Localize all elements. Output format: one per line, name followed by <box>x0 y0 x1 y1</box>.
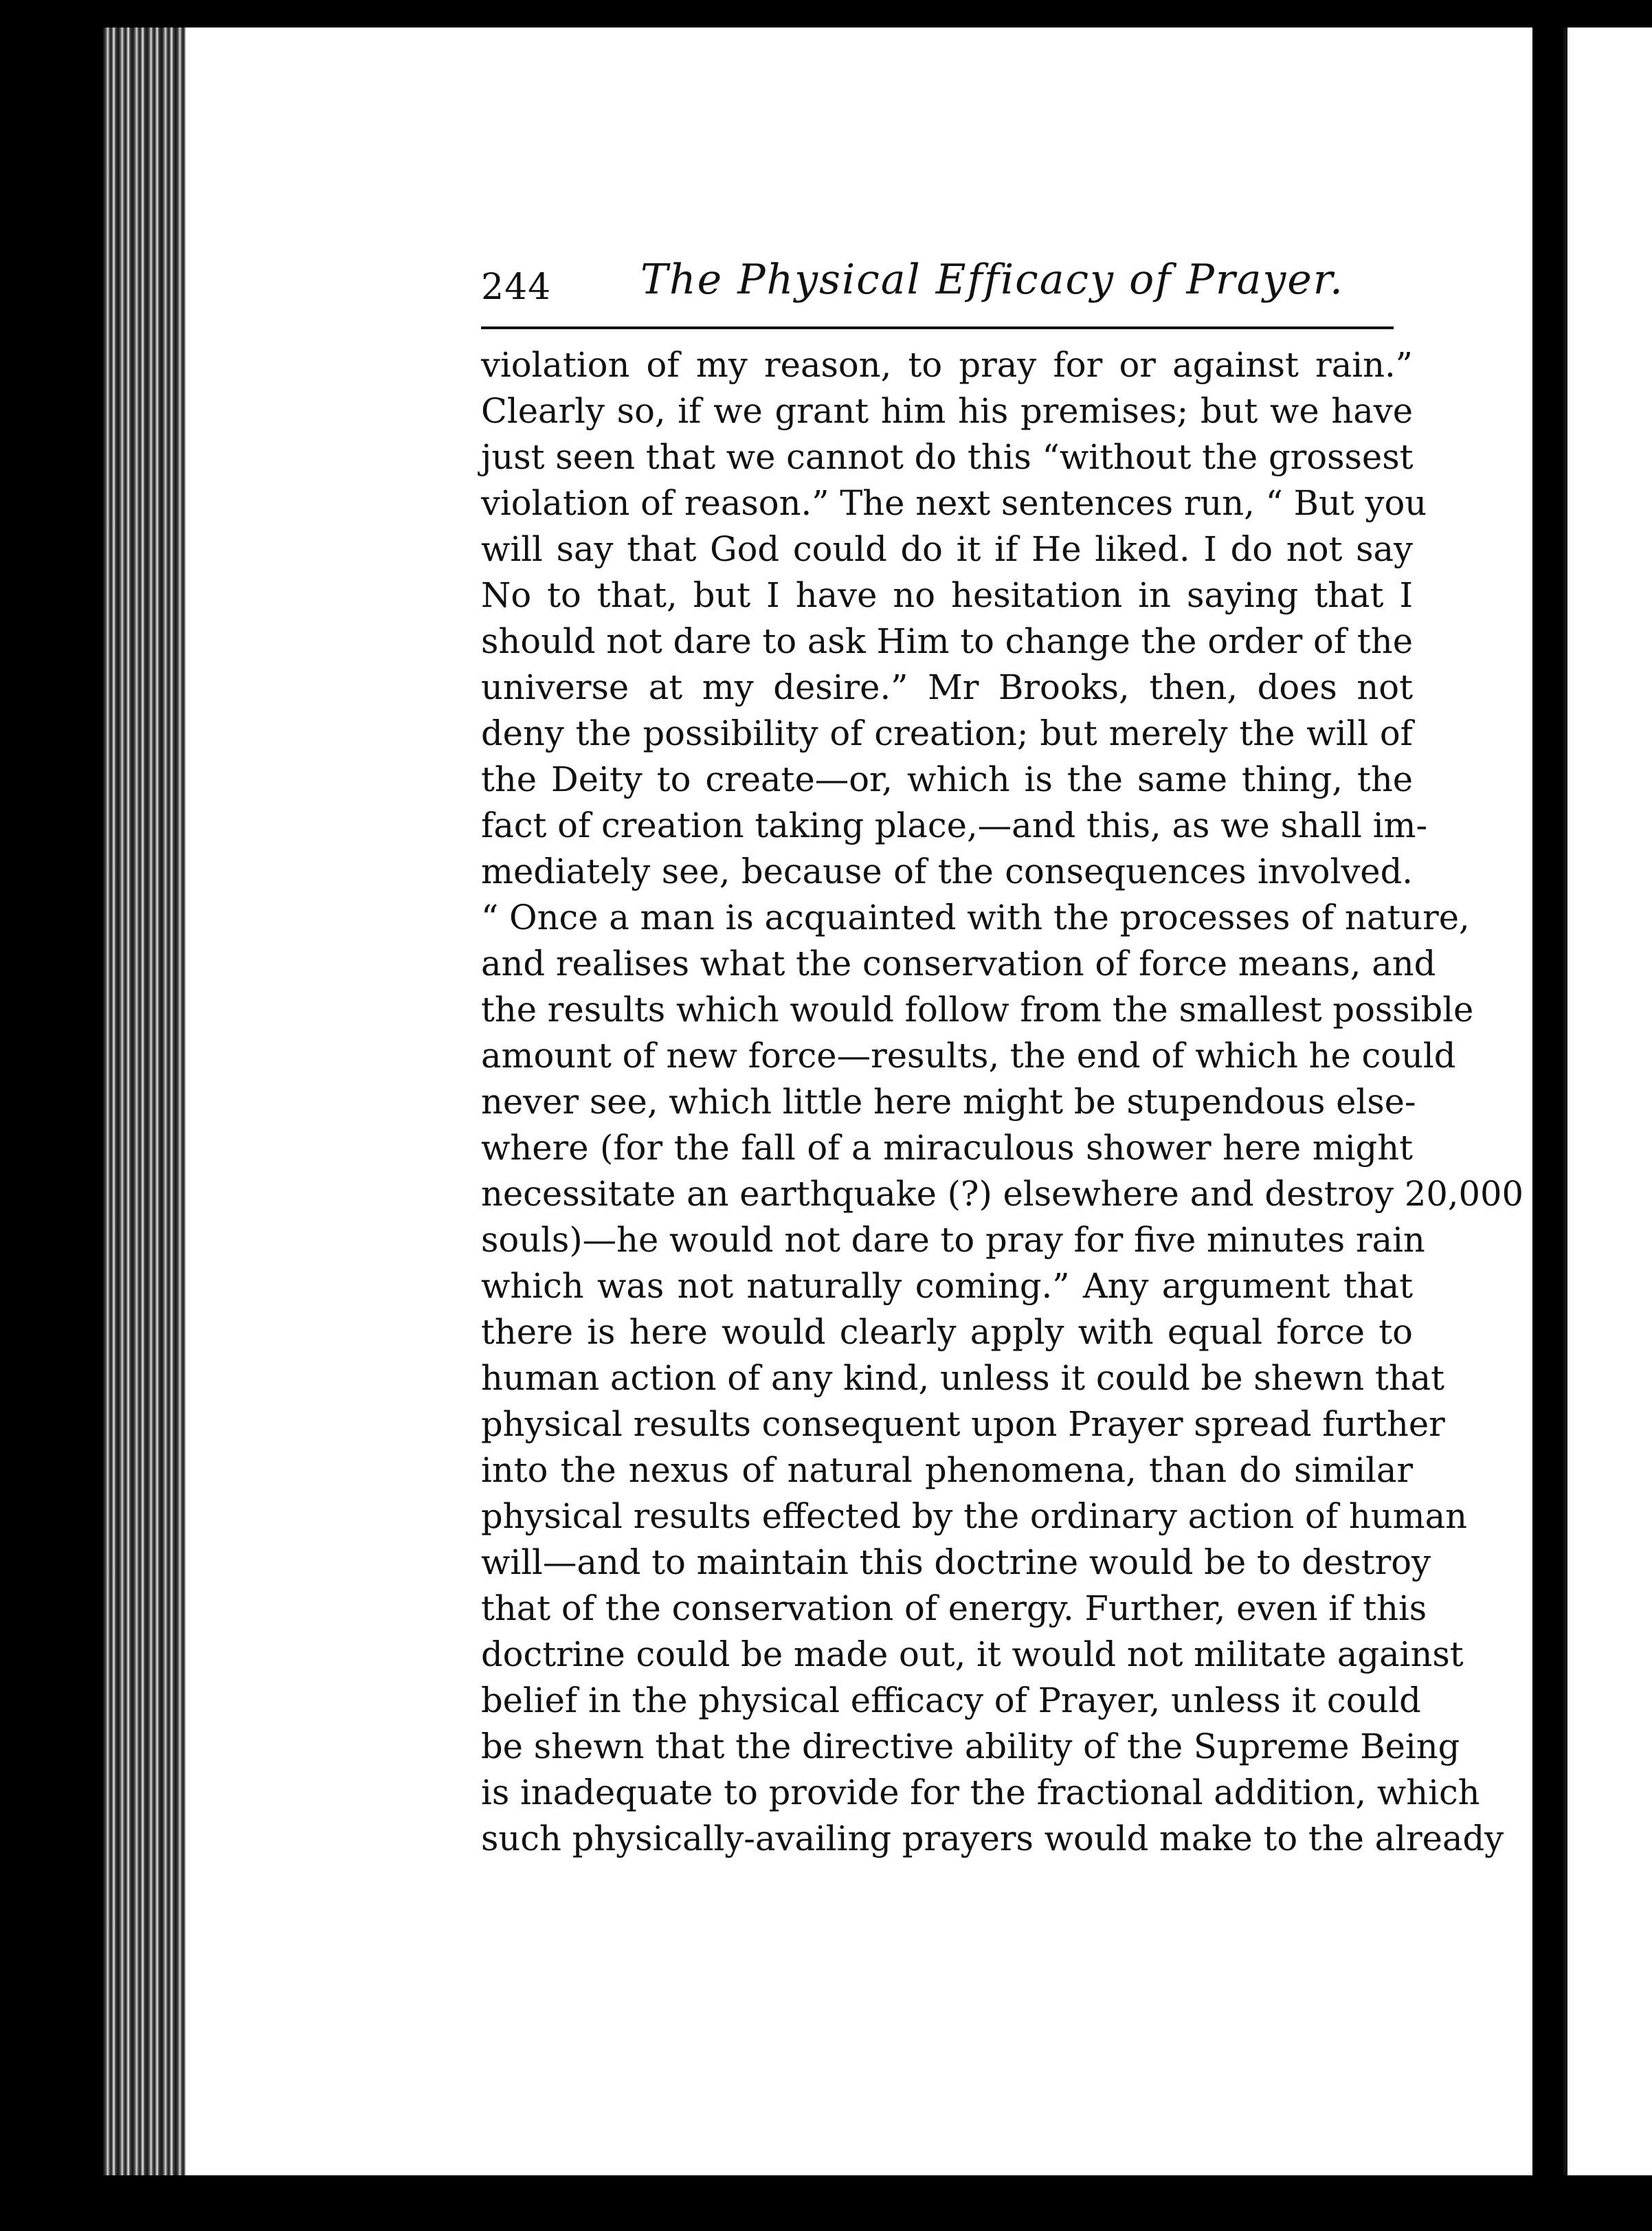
facing-page-edge <box>1563 27 1652 2175</box>
text-line: should not dare to ask Him to change the order of the <box>481 621 1413 661</box>
text-line: will—and to maintain this doctrine would be to destroy <box>481 1542 1431 1582</box>
body-text <box>481 342 1524 1862</box>
text-line: mediately see, because of the consequences involved. <box>481 852 1413 891</box>
text-line: amount of new force—results, the end of which he could <box>481 1036 1456 1076</box>
text-line: there is here would clearly apply with equal force to <box>481 1312 1413 1352</box>
text-line: into the nexus of natural phenomena, than do similar <box>481 1450 1413 1490</box>
running-title: The Physical Efficacy of Prayer. <box>640 256 1344 304</box>
text-line: will say that God could do it if He liked. I do not say <box>481 529 1413 569</box>
text-line: such physically-availing prayers would make to the already <box>481 1819 1504 1858</box>
text-line: where (for the fall of a miraculous shower here might <box>481 1128 1413 1168</box>
text-line: doctrine could be made out, it would not militate against <box>481 1634 1464 1674</box>
text-line: “ Once a man is acquainted with the processes of nature, <box>481 898 1470 937</box>
text-line: that of the conservation of energy. Further, even if this <box>481 1588 1427 1628</box>
text-line: fact of creation taking place,—and this, as we shall im- <box>481 806 1428 845</box>
text-line: violation of reason.” The next sentences run, “ But you <box>481 483 1427 523</box>
text-line: physical results consequent upon Prayer spread further <box>481 1404 1445 1444</box>
page-number: 244 <box>481 267 552 308</box>
book-edge <box>103 27 192 2175</box>
text-line: just seen that we cannot do this “without the grossest <box>481 437 1414 477</box>
text-line: the results which would follow from the smallest possible <box>481 990 1474 1030</box>
text-line: never see, which little here might be stupendous else- <box>481 1082 1416 1122</box>
text-line: necessitate an earthquake (?) elsewhere and destroy 20,000 <box>481 1174 1524 1214</box>
text-line: and realises what the conservation of force means, and <box>481 944 1436 984</box>
text-line: physical results effected by the ordinary action of human <box>481 1496 1467 1536</box>
text-line: violation of my reason, to pray for or against rain.” <box>481 345 1413 385</box>
text-line: deny the possibility of creation; but merely the will of <box>481 713 1413 753</box>
text-line: belief in the physical efficacy of Prayer, unless it could <box>481 1680 1421 1720</box>
text-line: No to that, but I have no hesitation in saying that I <box>481 575 1413 615</box>
text-line: universe at my desire.” Mr Brooks, then, does not <box>481 667 1413 707</box>
text-line: is inadequate to provide for the fractional addition, which <box>481 1773 1480 1812</box>
text-line: souls)—he would not dare to pray for five minutes rain <box>481 1220 1425 1260</box>
text-line: be shewn that the directive ability of the Supreme Being <box>481 1727 1460 1766</box>
page-header <box>481 256 1394 319</box>
text-line: Clearly so, if we grant him his premises; but we have <box>481 391 1413 431</box>
text-line: human action of any kind, unless it could be shewn that <box>481 1358 1445 1398</box>
header-rule <box>481 326 1394 329</box>
text-line: the Deity to create—or, which is the same thing, the <box>481 759 1413 799</box>
text-line: which was not naturally coming.” Any argument that <box>481 1266 1413 1306</box>
